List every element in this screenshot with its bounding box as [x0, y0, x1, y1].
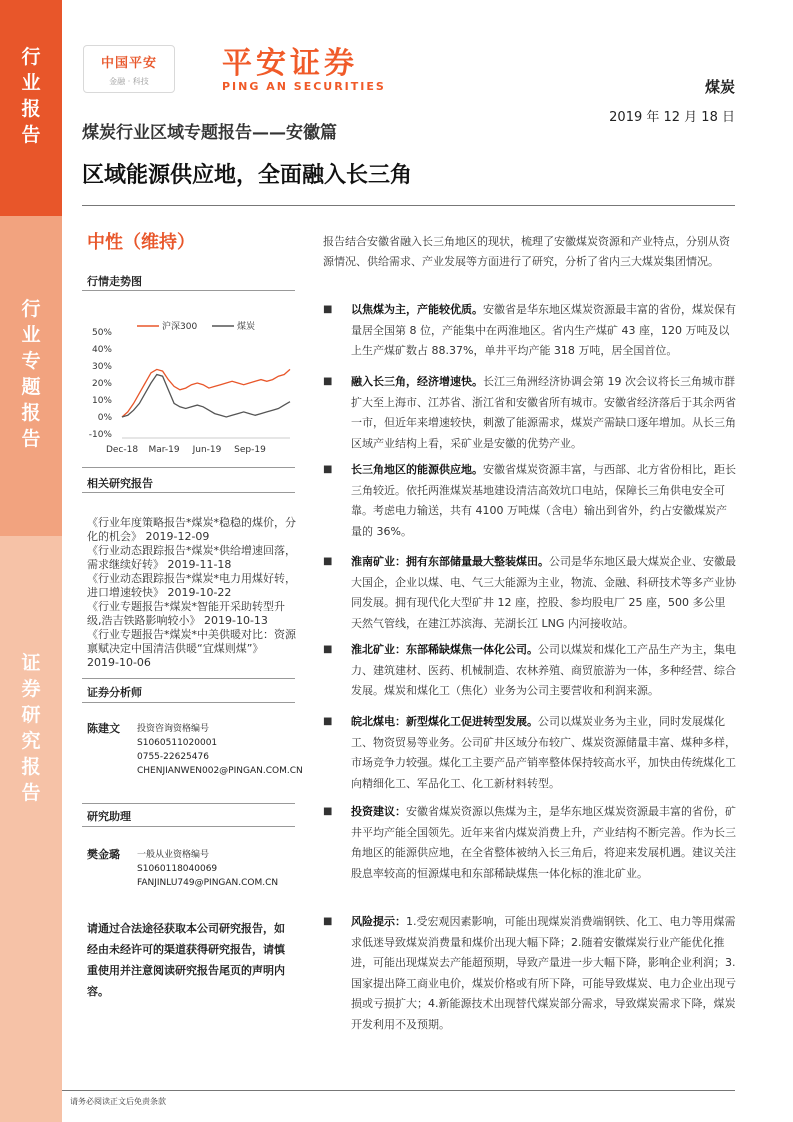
chart-bottom-divider [82, 467, 295, 468]
related-report-item[interactable]: 《行业年度策略报告*煤炭*稳稳的煤价，分化的机会》 2019-12-09 [87, 516, 296, 543]
bullet-heading: 淮南矿业：拥有东部储量最大整装煤田。 [351, 555, 549, 568]
assistant-section-title: 研究助理 [87, 810, 131, 823]
bullet-heading: 以焦煤为主，产能较优质。 [351, 303, 483, 316]
analyst-name: 陈建文 [87, 722, 120, 735]
pingan-logo [83, 45, 175, 93]
bullet-body: 公司是华东地区最大煤炭企业、安徽最大国企，企业以煤、电、气三大能源为主业，物流、金融、科研技术等多产业协同发展。拥有现代化大型矿井 12 座，控股、参均股电厂 25 座，500 多公里天然气管线，在建江苏滨海、芜湖长江 LNG 内河接收站。 [351, 555, 736, 630]
bullet-body: 安徽省是华东地区煤炭资源最丰富的省份，煤炭保有量居全国第 8 位，产能集中在两淮地区。省内生产煤矿 43 座，120 万吨及以上生产煤矿数占 88.37%，单井平均产能 318 万吨，居全国首位。 [351, 303, 736, 357]
analyst-email[interactable]: CHENJIANWEN002@PINGAN.COM.CN [137, 766, 303, 776]
bullet-square-icon: ■ [323, 716, 333, 727]
related-report-item[interactable]: 《行业动态跟踪报告*煤炭*电力用煤好转，进口增速较快》 2019-10-22 [87, 572, 296, 599]
bullet-square-icon: ■ [323, 376, 333, 387]
bullet-body: 长江三角洲经济协调会第 19 次会议将长三角城市群扩大至上海市、江苏省、浙江省和安徽省所有城市。安徽省经济落后于其余两省一市，但近年来增速较快，刺激了能源需求，煤炭产需缺口逐年增加。从长三角区域产业结构上看，采矿业是安徽的优势产业。 [351, 375, 736, 450]
related-report-item[interactable]: 《行业专题报告*煤炭*中美供暖对比：资源禀赋决定中国清洁供暖“宜煤则煤”》 2019-10-06 [87, 628, 296, 669]
x-tick-label: Mar-19 [148, 445, 180, 455]
summary-bullet [323, 912, 736, 1035]
y-tick-label: 0% [97, 413, 112, 423]
sidebar-label-2: 行业专题报告 [21, 298, 41, 450]
title-divider [82, 205, 735, 206]
bullet-square-icon: ■ [323, 304, 333, 315]
x-tick-label: Jun-19 [192, 445, 222, 455]
assistant-name: 樊金璐 [87, 848, 120, 861]
report-intro: 报告结合安徽省融入长三角地区的现状，梳理了安徽煤炭资源和产业特点，分别从资源情况、供给需求、产业发展等方面进行了研究，分析了省内三大煤炭集团情况。 [323, 235, 730, 268]
summary-bullet [323, 712, 736, 794]
bullet-body: 安徽省煤炭资源丰富，与西部、北方省份相比，距长三角较近。依托两淮煤炭基地建设清洁高效坑口电站，保障长三角供电安全可靠。考虑电力输送，共有 4100 万吨煤（含电）输出到省外，约占安徽煤炭产量的 36%。 [351, 463, 736, 538]
analyst-license-number: S1060511020001 [137, 738, 218, 748]
report-title: 区域能源供应地，全面融入长三角 [82, 163, 413, 188]
summary-bullet [323, 460, 736, 542]
report-date: 2019 年 12 月 18 日 [609, 110, 735, 125]
rating-label: 中性（维持） [87, 232, 195, 253]
report-subtitle: 煤炭行业区域专题报告——安徽篇 [82, 123, 337, 143]
brand-en: PING AN SECURITIES [222, 80, 386, 93]
bullet-body: 安徽省煤炭资源以焦煤为主，是华东地区煤炭资源最丰富的省份，矿井平均产能全国领先。近年来省内煤炭消费上升，产业结构不断完善。作为长三角地区的能源供应地，在全省整体被纳入长三角后，将迎来发展机遇。建议关注股息率较高的恒源煤电和东部稀缺煤焦一体化标的淮北矿业。 [351, 805, 736, 880]
analyst-license-label: 投资咨询资格编号 [137, 724, 210, 734]
assistant-card [87, 848, 302, 898]
legend-label: 煤炭 [237, 322, 256, 332]
bullet-heading: 投资建议： [351, 805, 406, 818]
analyst-card [87, 722, 302, 802]
summary-bullet [323, 802, 736, 884]
bullet-body: 公司以煤炭和煤化工产品生产为主，集电力、建筑建材、医药、机械制造、农林养殖、商贸旅游为一体，多种经营、综合发展。煤炭和煤化工（焦化）业务为公司主要营收和利润来源。 [351, 643, 736, 697]
chart-divider [82, 290, 295, 291]
bullet-body: 1.受宏观因素影响，可能出现煤炭消费端钢铁、化工、电力等用煤需求低迷导致煤炭消费量和煤价出现大幅下降；2.随着安徽煤炭行业产能优化推进，可能出现煤炭去产能超预期，导致产量进一步大幅下降，影响企业利润；3.国家提出降工商业电价，煤炭价格或有所下降，可能导致煤炭、电力企业出现亏损或亏损扩大；4.新能源技术出现替代煤炭部分需求，导致煤炭需求下降，煤炭开发利用不及预期。 [351, 915, 736, 1031]
related-report-item[interactable]: 《行业动态跟踪报告*煤炭*供给增速回落，需求继续好转》 2019-11-18 [87, 544, 296, 571]
logo-text: 中国平安 [100, 56, 157, 71]
y-tick-label: 40% [91, 345, 112, 355]
summary-bullet [323, 300, 736, 362]
bullet-square-icon: ■ [323, 644, 333, 655]
analyst-top-divider [82, 678, 295, 679]
related-reports-title: 相关研究报告 [87, 477, 153, 490]
analyst-phone: 0755-22625476 [137, 752, 209, 762]
summary-bullet [323, 552, 736, 634]
footer-divider [62, 1090, 735, 1091]
analyst-section-title: 证券分析师 [87, 686, 142, 699]
assistant-license-number: S1060118040069 [137, 864, 218, 874]
y-tick-label: 30% [91, 362, 112, 372]
assistant-email[interactable]: FANJINLU749@PINGAN.COM.CN [137, 878, 279, 888]
bullet-square-icon: ■ [323, 464, 333, 475]
bullet-heading: 融入长三角，经济增速快。 [351, 375, 483, 388]
chart-legend [137, 320, 255, 332]
bullet-heading: 皖北煤电：新型煤化工促进转型发展。 [351, 715, 538, 728]
industry-category: 煤炭 [704, 78, 735, 96]
legal-notice: 请通过合法途径获取本公司研究报告，如经由未经许可的渠道获得研究报告，请慎重使用并注意阅读研究报告尾页的声明内容。 [87, 922, 285, 998]
chart-lines [122, 369, 290, 417]
legend-label: 沪深300 [162, 322, 198, 332]
y-tick-label: -10% [88, 430, 112, 440]
analyst-divider [82, 702, 295, 703]
x-tick-label: Sep-19 [234, 445, 266, 455]
summary-bullet [323, 640, 736, 702]
sidebar-block-research-report [0, 536, 62, 1122]
logo-subtext: 金融 · 科技 [109, 77, 149, 86]
summary-bullet [323, 372, 736, 454]
related-reports-list [87, 516, 297, 670]
bullet-body: 公司以煤炭业务为主业，同时发展煤化工、物资贸易等业务。公司矿井区域分布较广、煤炭资源储量丰富、煤种多样，市场竞争力较强。煤化工主要产品产销率整体保持较高水平，加快由传统煤化工向精细化工、军品化工、化工新材料转型。 [351, 715, 736, 790]
y-tick-label: 20% [91, 379, 112, 389]
sidebar-label-1: 行业报告 [21, 46, 41, 146]
series-line-沪深300 [122, 369, 290, 417]
related-divider [82, 492, 295, 493]
chart-axes [89, 328, 290, 455]
x-tick-label: Dec-18 [105, 445, 139, 455]
bullet-square-icon: ■ [323, 806, 333, 817]
footer-disclaimer[interactable]: 请务必阅读正文后免责条款 [70, 1097, 166, 1106]
bullet-square-icon: ■ [323, 916, 333, 927]
y-tick-label: 50% [91, 328, 112, 338]
sidebar-block-industry-report [0, 0, 62, 216]
bullet-heading: 长三角地区的能源供应地。 [351, 463, 483, 476]
market-trend-chart [82, 312, 297, 462]
related-report-item[interactable]: 《行业专题报告*煤炭*智能开采助转型升级,浩吉铁路影响较小》 2019-10-13 [87, 600, 285, 627]
bullet-heading: 风险提示： [351, 915, 406, 928]
sidebar-block-special-report [0, 216, 62, 536]
assistant-license-label: 一般从业资格编号 [137, 850, 210, 860]
chart-section-title: 行情走势图 [87, 275, 142, 288]
sidebar-label-3: 证券研究报告 [21, 652, 41, 804]
y-tick-label: 10% [91, 396, 112, 406]
brand-cn: 平安证券 [222, 46, 358, 81]
bullet-square-icon: ■ [323, 556, 333, 567]
brand-mark [222, 38, 386, 93]
bullet-heading: 淮北矿业：东部稀缺煤焦一体化公司。 [351, 643, 538, 656]
assistant-top-divider [82, 803, 295, 804]
assistant-divider [82, 826, 295, 827]
